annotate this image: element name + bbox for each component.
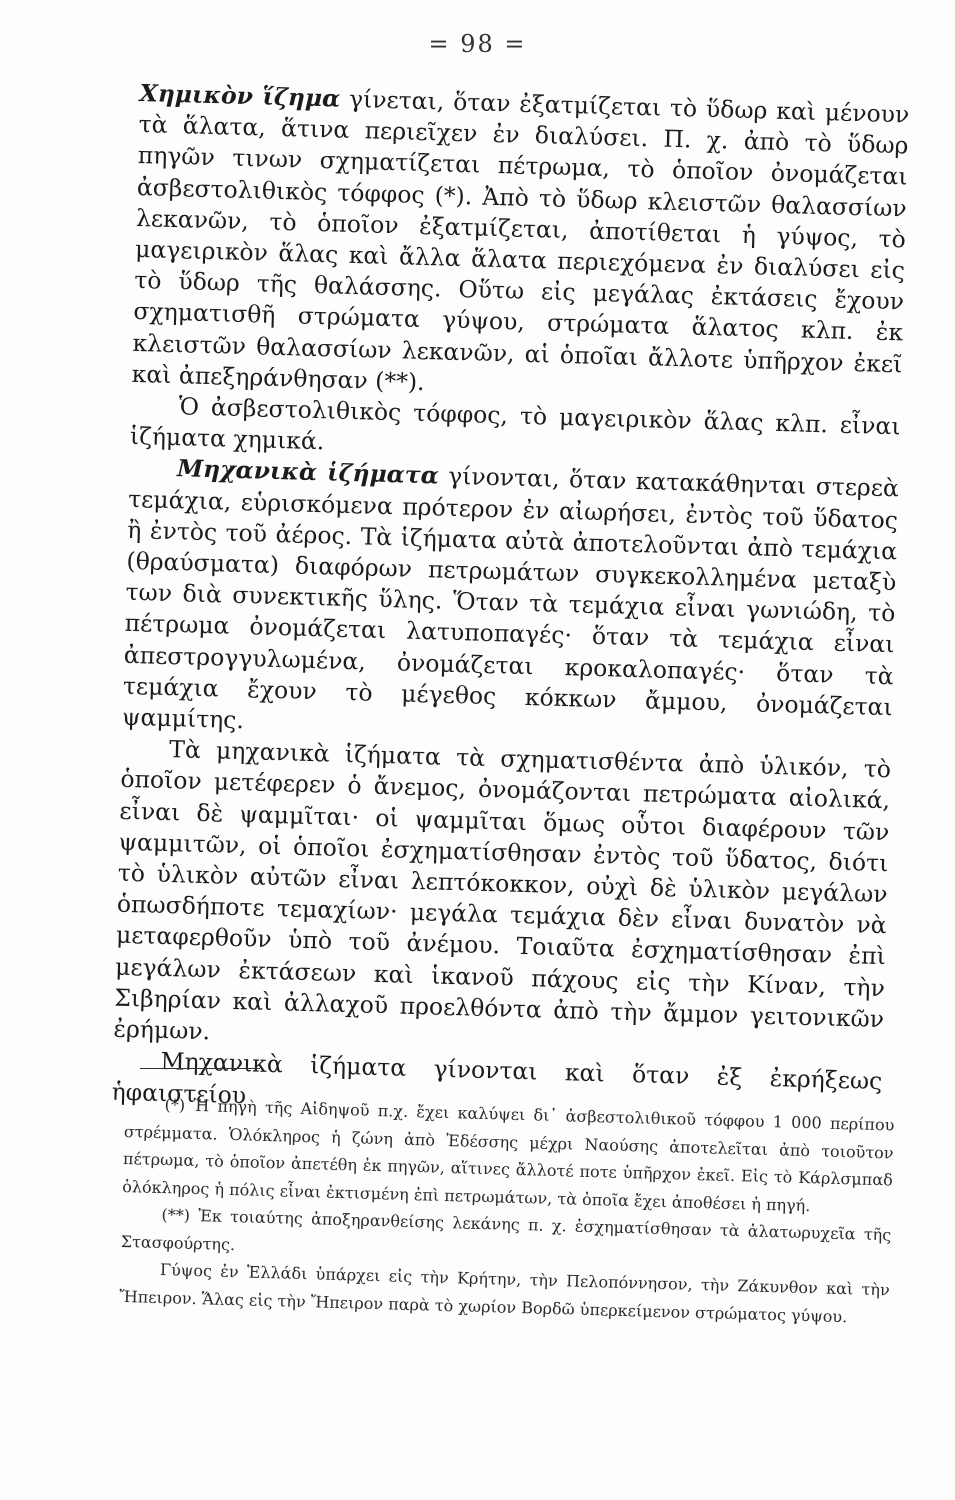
paragraph-chemical-sediment — [131, 78, 909, 411]
footnote-divider — [140, 1068, 260, 1069]
paragraph-text: γίνονται, ὅταν κατακάθηνται στερεὰ τεμάχια, εὑρισκόμενα πρότερον ἐν αἰωρήσει, ἐντὸς τοῦ ὕδατος ἢ ἐντὸς τοῦ ἀέρος. Τὰ ἱζήματα αὐτὰ ἀποτελοῦνται ἀπὸ τεμάχια (θραύσματα) διαφόρων πετρωμάτων συγκεκολλημένα μεταξὺ των διὰ συνεκτικῆς ὕλης. Ὅταν τὰ τεμάχια εἶναι γωνιώδη, τὸ πέτρωμα ὀνομάζεται λατυποπαγές· ὅταν τὰ τεμάχια εἶναι ἀπεστρογγυλωμένα, ὀνομάζεται κροκαλοπαγές· ὅταν τὰ τεμάχια ἔχουν τὸ μέγεθος κόκκων ἄμμου, ὀνομάζεται ψαμμίτης. — [121, 461, 900, 735]
paragraph-text: Τὰ μηχανικὰ ἱζήματα τὰ σχηματισθέντα ἀπὸ ὑλικόν, τὸ ὁποῖον μετέφερεν ὁ ἄνεμος, ὀνομάζονται πετρώματα αἰολικά, εἶναι δὲ ψαμμῖται· οἱ ψαμμῖται ὅμως οὗτοι διαφέρουν τῶν ψαμμιτῶν, οἱ ὁποῖοι ἐσχηματίσθησαν ἐντὸς τοῦ ὕδατος, διότι τὸ ὑλικὸν αὐτῶν εἶναι λεπτόκοκκον, οὐχὶ δὲ ὑλικὸν μεγάλων ὁπωσδήποτε τεμαχίων· μεγάλα τεμάχια δὲν εἶναι δυνατὸν νὰ μεταφερθοῦν ὑπὸ τοῦ ἀνέμου. Τοιαῦτα ἐσχηματίσθησαν ἐπὶ μεγάλων ἐκτάσεων καὶ ἱκανοῦ πάχους εἰς τὴν Κίναν, τὴν Σιβηρίαν καὶ ἀλλαχοῦ προελθόντα ἀπὸ τὴν ἄμμον γειτονικῶν ἐρήμων. — [113, 735, 892, 1046]
paragraph-text: γίνεται, ὅταν ἐξατμίζεται τὸ ὕδωρ καὶ μένουν τὰ ἅλατα, ἅτινα περιεῖχεν ἐν διαλύσει. Π. χ. ἀπὸ τὸ ὕδωρ πηγῶν τινων σχηματίζεται πέτρωμα, τὸ ὁποῖον ὀνομάζεται ἀσβεστολιθικὸς τόφφος (*). Ἀπὸ τὸ ὕδωρ κλειστῶν θαλασσίων λεκανῶν, τὸ ὁποῖον ἐξατμίζεται, ἀποτίθεται ἡ γύψος, τὸ μαγειρικὸν ἅλας καὶ ἄλλα ἅλατα περιεχόμενα ἐν διαλύσει εἰς τὸ ὕδωρ τῆς θαλάσσης. Οὕτω εἰς μεγάλας ἐκτάσεις ἔχουν σχηματισθῆ στρώματα γύψου, στρώματα ἅλατος κλπ. ἐκ κλειστῶν θαλασσίων λεκανῶν, αἱ ὁποῖαι ἄλλοτε ὑπῆρχον ἐκεῖ καὶ ἀπεξηράνθησαν (**). — [131, 84, 910, 396]
paragraph-text: Μηχανικὰ ἱζήματα γίνονται καὶ ὅταν ἐξ ἐκρήξεως ἡφαιστείου — [111, 1047, 883, 1109]
footnote-3: Γύψος ἐν Ἑλλάδι ὑπάρχει εἰς τὴν Κρήτην, τὴν Πελοπόννησον, τὴν Ζάκυνθον καὶ τὴν Ἤπειρον. Ἅλας εἰς τὴν Ἤπειρον παρὰ τὸ χωρίον Βορδῶ ὑπερκείμενον στρώματος γύψου. — [118, 1260, 890, 1326]
page-number: = 98 = — [428, 30, 527, 58]
term-mechanical-sediment: Μηχανικὰ ἱζήματα — [176, 454, 440, 490]
paragraph-mechanical-sediment — [122, 452, 900, 754]
main-text — [111, 78, 909, 1129]
footnote-2: (**) Ἐκ τοιαύτης ἀποξηρανθείσης λεκάνης π. χ. ἐσχηματίσθησαν τὰ ἁλατωρυχεῖα τῆς Στασφούρτης. — [120, 1205, 892, 1254]
term-chemical-sediment: Χημικὸν ἵζημα — [139, 78, 341, 113]
footnotes — [119, 1090, 895, 1331]
paragraph-aeolian-rocks — [113, 733, 891, 1066]
paragraph-text: Ὁ ἀσβεστολιθικὸς τόφφος, τὸ μαγειρικὸν ἅλας κλπ. εἶναι ἱζήματα χημικά. — [129, 392, 901, 456]
footnote-1: (*) Ἡ πηγὴ τῆς Αἰδηψοῦ π.χ. ἔχει καλύψει δι᾽ ἀσβεστολιθικοῦ τόφφου 1 000 περίπου στρέμματα. Ὁλόκληρος ἡ ζώνη ἀπὸ Ἐδέσσης μέχρι Ναούσης ἀποτελεῖται ἀπὸ τοιοῦτον πέτρωμα, τὸ ὁποῖον ἀπετέθη ἐκ πηγῶν, αἵτινες ἄλλοτέ ποτε ὑπῆρχον ἐκεῖ. Εἰς τὸ Κάρλσμπαδ ὁλόκληρος ἡ πόλις εἶναι ἐκτισμένη ἐπὶ πετρωμάτων, τὰ ὁποῖα ἔχει ἀποθέσει ἡ πηγή. — [122, 1095, 895, 1215]
